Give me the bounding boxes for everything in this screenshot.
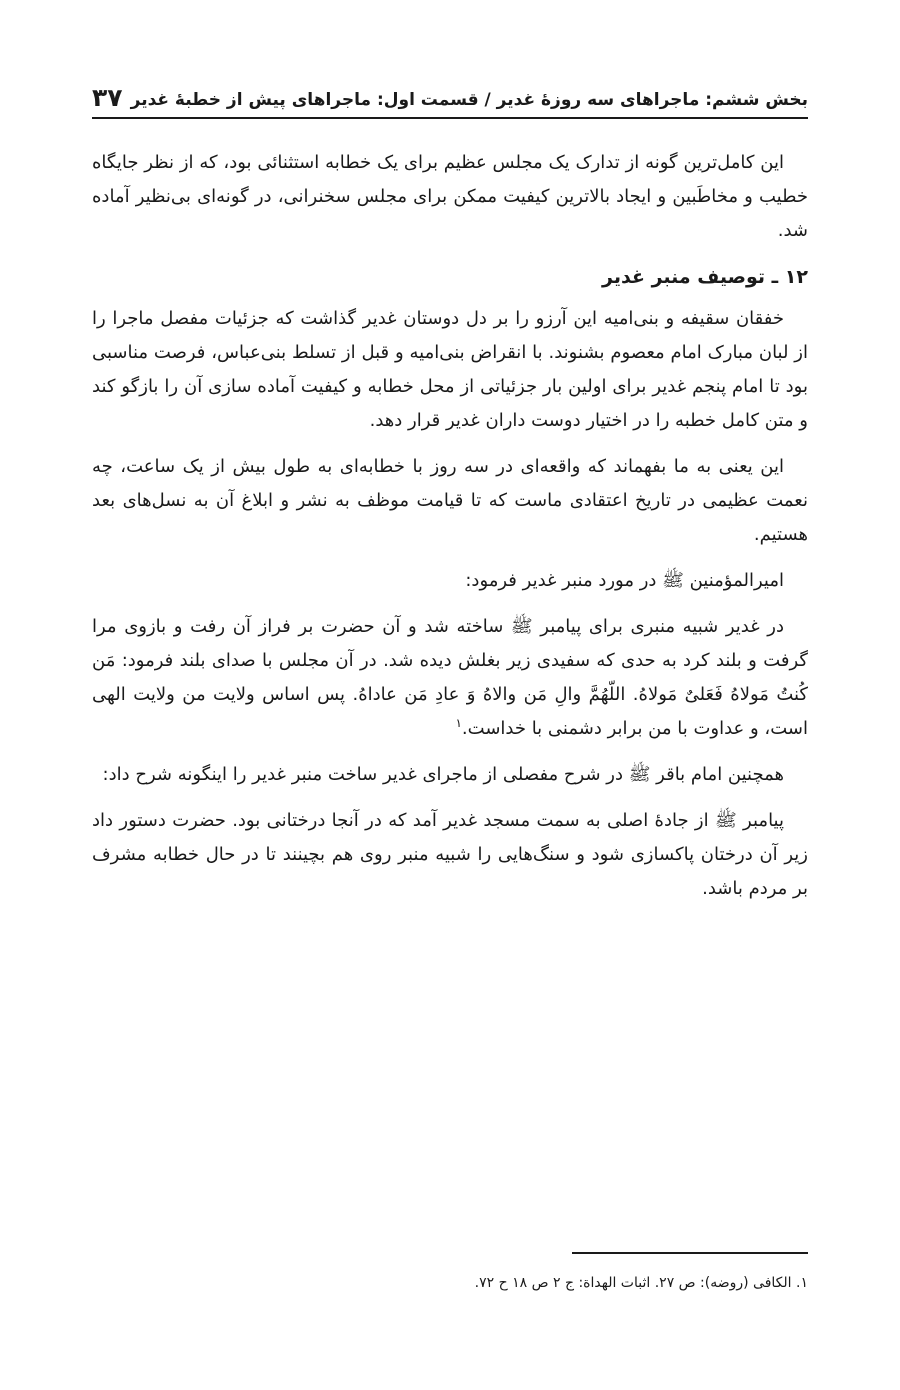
paragraph-5-text: در غدیر شبیه منبری برای پیامبر ﷺ ساخته شد و آن حضرت بر فراز آن رفت و بازوی مرا گرفت و بلند کرد به حدی که سفیدی زیر بغلش دیده شد. در آن مجلس با صدای بلند فرمود: مَن کُنتُ مَولاهُ فَعَلیٌ مَولاهُ. اللّهُمَّ والِ مَن والاهُ وَ عادِ مَن عاداهُ. پس اساس ولایت من ولایت الهی است، و عداوت با من برابر دشمنی با خداست. [92,616,808,739]
footnote-reference[interactable]: ۱ [455,716,462,730]
running-header-title: بخش ششم: ماجراهای سه روزۀ غدیر / قسمت اول: ماجراهای پیش از خطبۀ غدیر [130,90,808,110]
running-header [92,74,808,110]
paragraph-4: امیرالمؤمنین ﷺ در مورد منبر غدیر فرمود: [465,570,784,591]
page-number: ۳۷ [92,83,123,112]
paragraph-6: همچنین امام باقر ﷺ در شرح مفصلی از ماجرای غدیر ساخت منبر غدیر را اینگونه شرح داد: [102,764,784,785]
book-page [92,0,808,1390]
footnote: ۱. الکافی (روضه): ص ۲۷. اثبات الهداة: ج ۲ ص ۱۸ ح ۷۲. [474,1275,808,1291]
paragraph-3: این یعنی به ما بفهماند که واقعه‌ای در سه روز با خطابه‌ای به طول بیش از یک ساعت، چه نعمت عظیمی در تاریخ اعتقادی ماست که تا قیامت موظف به نشر و ابلاغ آن به نسل‌های بعد هستیم. [92,456,808,545]
paragraph-7: پیامبر ﷺ از جادۀ اصلی به سمت مسجد غدیر آمد که در آنجا درختانی بود. حضرت دستور داد زیر آن درختان پاکسازی شود و سنگ‌هایی را شبیه منبر روی هم بچینند تا در حال خطابه مشرف بر مردم باشد. [92,810,808,899]
body-text [92,146,808,918]
paragraph-1: این کامل‌ترین گونه از تدارک یک مجلس عظیم برای یک خطابه استثنائی بود، که از نظر جایگاه خطیب و مخاطَبین و ایجاد بالاترین کیفیت ممکن برای مجلس سخنرانی، در گونه‌ای بی‌نظیر آماده شد. [92,152,808,241]
paragraph-2: خفقان سقیفه و بنی‌امیه این آرزو را بر دل دوستان غدیر گذاشت که جزئیات مفصل ماجرا را از لبان مبارک امام معصوم بشنوند. با انقراض بنی‌امیه و قبل از تسلط بنی‌عباس، فرصت مناسبی بود تا امام پنجم غدیر برای اولین بار جزئیاتی از محل خطابه و کیفیت آماده سازی آن را بازگو کند و متن کامل خطبه را در اختیار دوست داران غدیر قرار دهد. [92,308,808,431]
paragraph-5-quote [92,610,808,746]
header-rule [92,117,808,119]
section-heading: ۱۲ ـ توصیف منبر غدیر [602,266,808,288]
footnote-rule [572,1252,808,1254]
